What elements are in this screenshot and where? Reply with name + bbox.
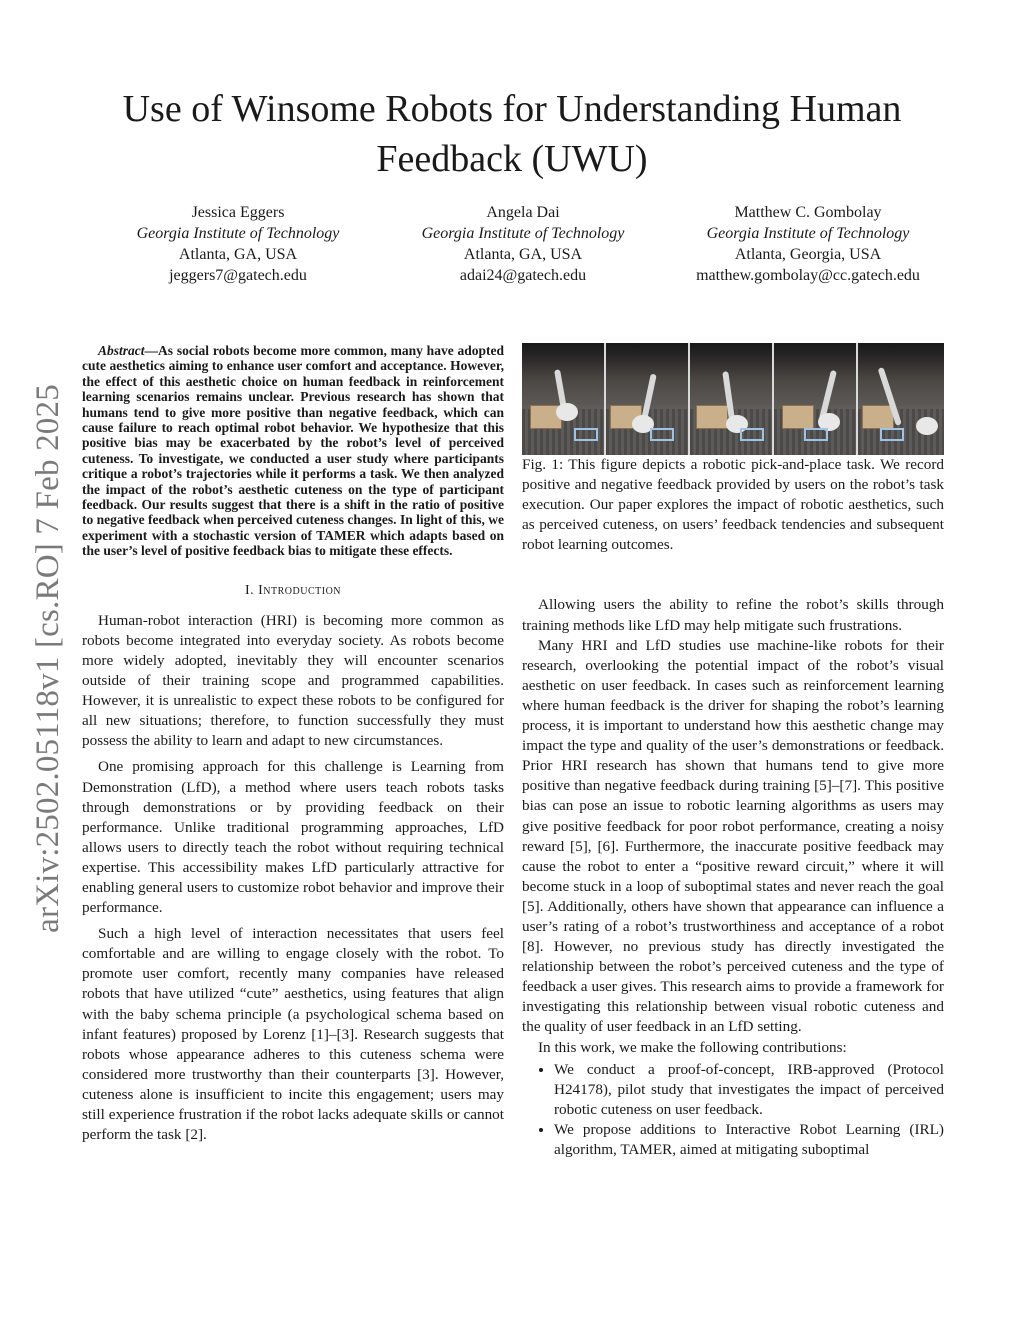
author-3 bbox=[668, 202, 948, 286]
figure-panel-4 bbox=[774, 343, 858, 455]
section-heading-introduction bbox=[82, 581, 504, 601]
author-email: matthew.gombolay@cc.gatech.edu bbox=[696, 267, 920, 284]
paragraph: Many HRI and LfD studies use machine-like robots for their research, overlooking the potential impact of the robot’s visual aesthetic on user feedback. In cases such as reinforcement learning where human feedback is the driver for shaping the robot’s learning process, it is important to understand how this aesthetic change may impact the type and quality of the user’s demonstrations or feedback. Prior HRI research has shown that humans tend to give more positive than negative feedback during training [5]–[7]. This positive bias can pose an issue to robotic learning algorithms as users may give positive feedback for poor robot performance, creating a noisy reward [5], [6]. Furthermore, the inaccurate positive feedback may cause the robot to enter a “positive reward circuit,” where it will become stuck in a loop of suboptimal states and never reach the goal [5]. Additionally, others have shown that appearance can influence a user’s rating of a robot’s trustworthiness and acceptance of a robot [8]. However, no previous study has directly investigated the relationship between the robot’s perceived cuteness and the type of feedback a user gives. This research aims to provide a framework for investigating this relationship between visual robotic cuteness and the quality of user feedback in an LfD setting. bbox=[522, 636, 944, 1036]
figure-caption: Fig. 1: This figure depicts a robotic pick-and-place task. We record positive and negative feedback provided by users on the robot’s task execution. Our paper explores the impact of robotic aesthetics, such as perceived cuteness, on users’ feedback tendencies and subsequent robot learning outcomes. bbox=[522, 456, 944, 554]
author-email: adai24@gatech.edu bbox=[459, 267, 587, 284]
paragraph: In this work, we make the following contributions: bbox=[538, 1038, 847, 1056]
author-affiliation: Georgia Institute of Technology bbox=[706, 225, 910, 242]
abstract-lead: Abstract bbox=[98, 343, 145, 358]
contribution-item: • We propose additions to Interactive Robot Learning (IRL) algorithm, TAMER, aimed at mitigating suboptimal bbox=[554, 1120, 944, 1160]
author-name: Matthew C. Gombolay bbox=[734, 204, 882, 221]
author-affiliation: Georgia Institute of Technology bbox=[421, 225, 625, 242]
figure-robot-photo-strip bbox=[522, 343, 944, 455]
paragraph: Such a high level of interaction necessitates that users feel comfortable and are willing to engage closely with the robot. To promote user comfort, recently many companies have released robots that have utilized “cute” aesthetics, using features that align with the baby schema principle (a psychological schema based on infant features) proposed by Lorenz [1]–[3]. Research suggests that robots whose appearance adheres to this cuteness schema were considered more trustworthy than their counterparts [3]. However, cuteness alone is insufficient to incite this engagement; users may still experience frustration if the robot lacks adequate skills or cannot perform the task [2]. bbox=[82, 925, 504, 1144]
author-location: Atlanta, GA, USA bbox=[463, 246, 583, 263]
figure-panel-3 bbox=[690, 343, 774, 455]
author-name: Angela Dai bbox=[486, 204, 560, 221]
section-number: I. bbox=[244, 582, 255, 598]
right-column bbox=[522, 343, 944, 1160]
contribution-item: • We conduct a proof-of-concept, IRB-approved (Protocol H24178), pilot study that investigates the impact of perceived robotic cuteness on user feedback. bbox=[554, 1060, 944, 1120]
figure-panel-2 bbox=[606, 343, 690, 455]
author-block bbox=[98, 202, 948, 286]
arxiv-identifier bbox=[20, 358, 76, 958]
author-email: jeggers7@gatech.edu bbox=[169, 267, 307, 284]
section-title: Introduction bbox=[258, 582, 342, 598]
author-name: Jessica Eggers bbox=[191, 204, 285, 221]
paragraph: Allowing users the ability to refine the robot’s skills through training methods like LfD may help mitigate such frustrations. bbox=[522, 596, 944, 634]
figure-panel-1 bbox=[522, 343, 606, 455]
paper-title: Use of Winsome Robots for Understanding Human Feedback (UWU) bbox=[122, 88, 902, 180]
paragraph: One promising approach for this challenge is Learning from Demonstration (LfD), a method where users teach robots tasks through demonstrations or by providing feedback on their performance. Unlike traditional programming approaches, LfD allows users to directly teach the robot without requiring technical expertise. This accessibility makes LfD particularly attractive for enabling general users to customize robot behavior and improve their performance. bbox=[82, 758, 504, 917]
author-location: Atlanta, Georgia, USA bbox=[734, 246, 882, 263]
author-2 bbox=[383, 202, 663, 286]
author-1 bbox=[98, 202, 378, 286]
abstract-text: —As social robots become more common, many have adopted cute aesthetics aiming to enhance user comfort and acceptance. However, the effect of this aesthetic choice on human feedback in reinforcement learning scenarios remains unclear. Previous research has shown that humans tend to give more positive than negative feedback, which can cause failure to reach optimal robot behavior. We hypothesize that this positive bias may be exacerbated by the robot’s level of perceived cuteness. To investigate, we conducted a user study where participants critique a robot’s trajectories while it performs a task. We then analyzed the impact of the robot’s aesthetic cuteness on the type of participant feedback. Our results suggest that there is a shift in the ratio of positive to negative feedback when perceived cuteness changes. In light of this, we experiment with a stochastic version of TAMER which adapts based on the user’s level of positive feedback bias to mitigate these effects. bbox=[82, 343, 504, 559]
contributions-list bbox=[522, 1060, 944, 1160]
author-location: Atlanta, GA, USA bbox=[178, 246, 298, 263]
paragraph: Human-robot interaction (HRI) is becoming more common as robots become integrated into everyday society. As robots become more widely adopted, inevitably they will encounter scenarios outside of their training scope and programmed capabilities. However, it is unrealistic to expect these robots to be configured for all new situations; therefore, to function successfully they must possess the ability to learn and adapt to new circumstances. bbox=[82, 611, 504, 750]
left-column bbox=[82, 343, 504, 1145]
figure-panel-5 bbox=[858, 343, 944, 455]
arxiv-identifier-text: arXiv:2502.05118v1 [cs.RO] 7 Feb 2025 bbox=[29, 383, 66, 933]
author-affiliation: Georgia Institute of Technology bbox=[136, 225, 340, 242]
abstract bbox=[82, 343, 504, 559]
